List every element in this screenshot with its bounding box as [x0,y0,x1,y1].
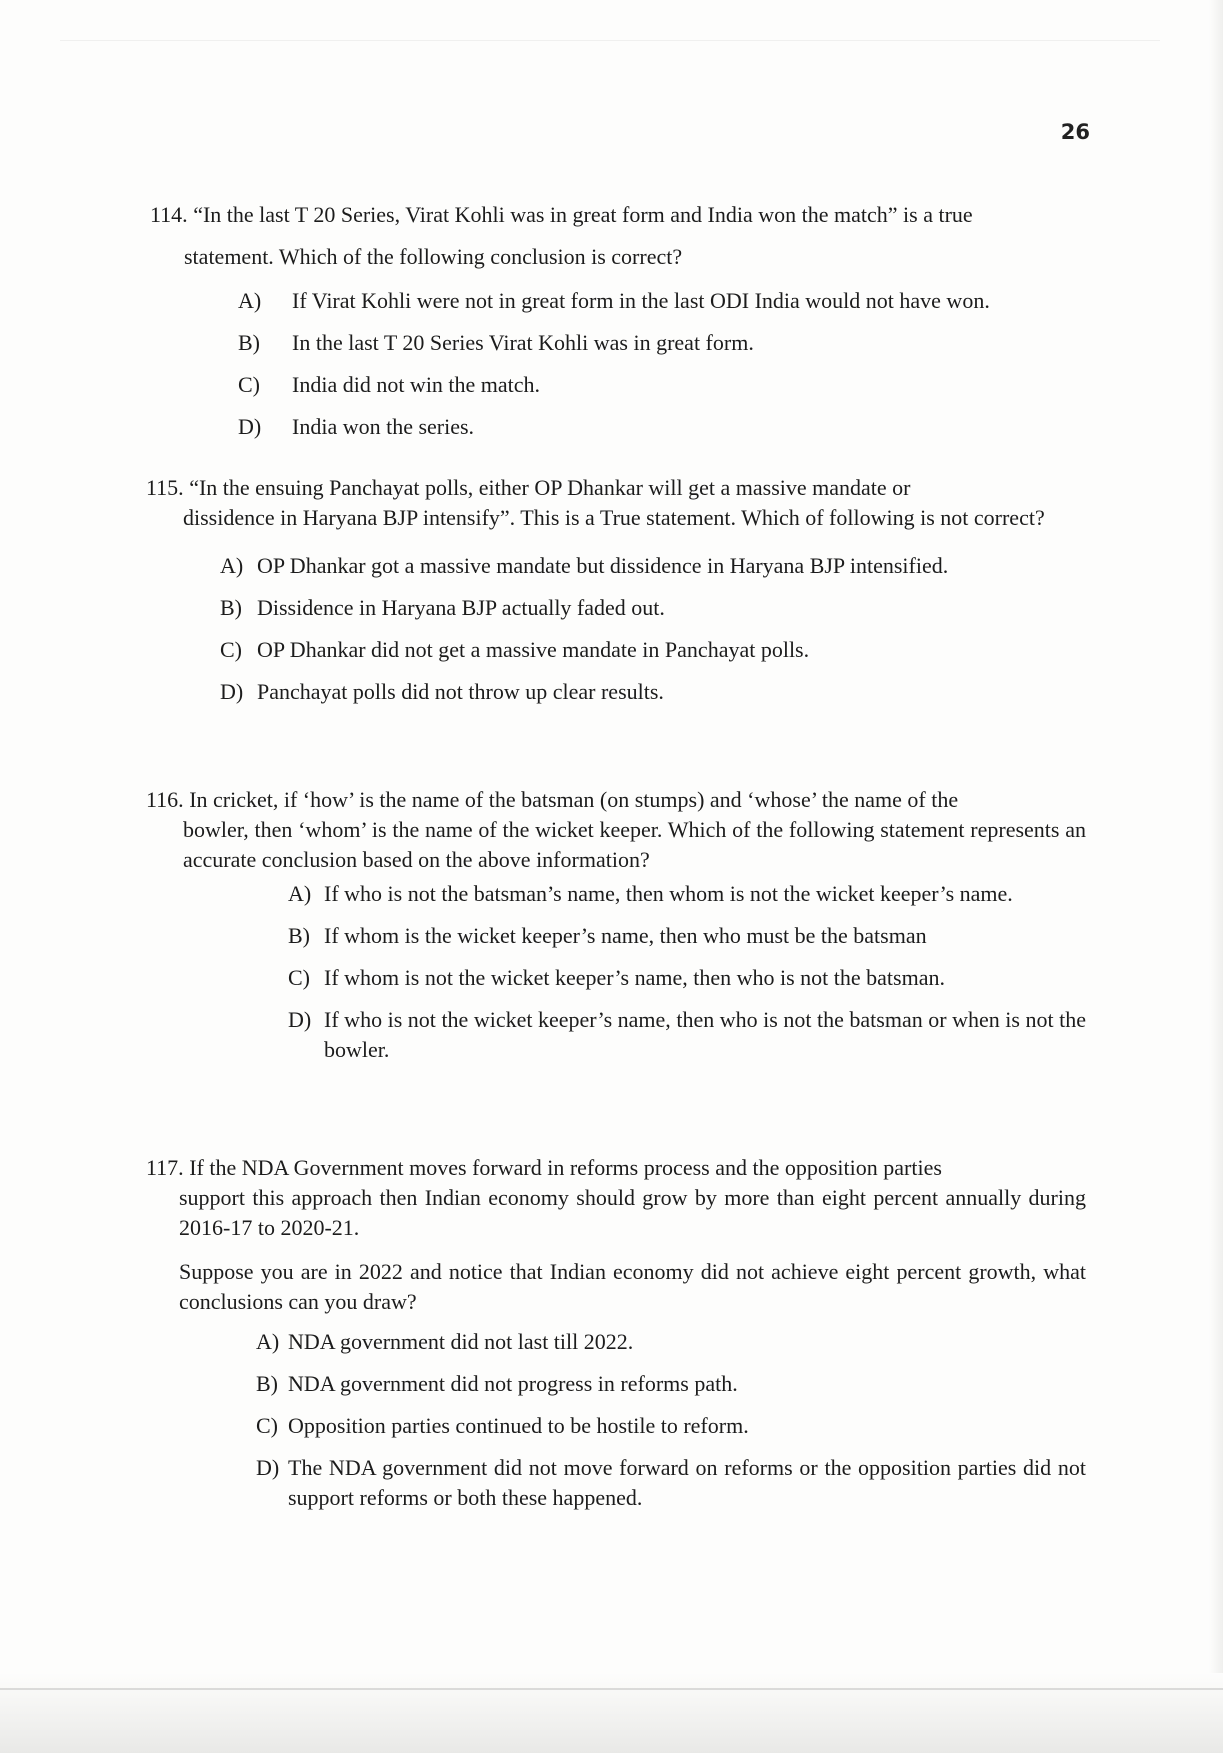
option-list [146,879,1086,1065]
question-number: 115. [146,475,184,500]
option-letter: D) [220,679,244,704]
question-stem-line-2: statement. Which of the following conclusion is correct? [184,244,683,269]
question-stem [146,1153,1086,1243]
option-letter: C) [288,965,310,990]
question-stem-line-1: “In the last T 20 Series, Virat Kohli was in great form and India won the match” is a true [193,202,973,227]
option-a [238,280,1086,322]
option-d [256,1453,1086,1513]
option-a [220,545,1086,587]
option-text: India won the series. [292,414,475,439]
question-stem-line-2: dissidence in Haryana BJP intensify”. This is a True statement. Which of following is not correct? [183,505,1045,530]
option-letter: B) [256,1371,278,1396]
option-list [150,280,1086,448]
option-d [288,1005,1086,1065]
question-number: 117. [146,1155,184,1180]
option-letter: C) [256,1413,278,1438]
option-text: If whom is the wicket keeper’s name, then who must be the batsman [324,923,927,948]
option-c [238,364,1086,406]
option-text: India did not win the match. [292,372,541,397]
page-number: 26 [1060,120,1090,144]
option-letter: C) [238,372,260,397]
option-text: In the last T 20 Series Virat Kohli was in great form. [292,330,754,355]
question-stem-line-2: support this approach then Indian economy should grow by more than eight percent annually during 2016-17 to 2020-21. [179,1185,1086,1240]
option-c [220,629,1086,671]
option-letter: D) [238,414,262,439]
option-text: If whom is not the wicket keeper’s name, then who is not the batsman. [324,965,945,990]
scan-edge-line [0,1688,1223,1690]
option-letter: B) [220,595,242,620]
question-stem [150,194,1086,278]
option-text: Panchayat polls did not throw up clear results. [257,679,664,704]
option-letter: C) [220,637,242,662]
option-text: NDA government did not last till 2022. [288,1329,634,1354]
question-stem [146,785,1086,875]
question-stem-line-1: “In the ensuing Panchayat polls, either OP Dhankar will get a massive mandate or [189,475,911,500]
question-stem-line-1: If the NDA Government moves forward in reforms process and the opposition parties [189,1155,942,1180]
question-paragraph-2: Suppose you are in 2022 and notice that Indian economy did not achieve eight percent growth, what conclusions can you draw? [179,1259,1086,1314]
option-text: If who is not the wicket keeper’s name, then who is not the batsman or when is not the bowler. [324,1007,1086,1062]
option-a [288,879,1086,909]
option-letter: B) [288,923,310,948]
option-b [256,1369,1086,1399]
scan-edge-right [1209,0,1223,1753]
option-letter: A) [256,1329,280,1354]
option-letter: A) [220,553,244,578]
option-text: Dissidence in Haryana BJP actually faded out. [257,595,665,620]
question-number: 114. [150,202,188,227]
option-text: Opposition parties continued to be hostile to reform. [288,1413,749,1438]
question-number: 116. [146,787,184,812]
option-a [256,1327,1086,1357]
option-b [220,587,1086,629]
question-stem [146,473,1086,533]
option-letter: D) [256,1455,280,1480]
option-c [256,1411,1086,1441]
option-b [238,322,1086,364]
option-list [146,545,1086,713]
question-117 [146,1153,1086,1525]
option-text: If Virat Kohli were not in great form in the last ODI India would not have won. [292,288,990,313]
option-text: OP Dhankar got a massive mandate but dissidence in Haryana BJP intensified. [257,553,949,578]
question-stem-line-2: bowler, then ‘whom’ is the name of the wicket keeper. Which of the following statement represents an accurate conclusion based on the above information? [183,817,1086,872]
option-list [146,1327,1086,1513]
scan-edge-top [60,40,1160,41]
option-letter: B) [238,330,260,355]
option-text: NDA government did not progress in reforms path. [288,1371,738,1396]
option-b [288,921,1086,951]
question-stem-line-1: In cricket, if ‘how’ is the name of the batsman (on stumps) and ‘whose’ the name of the [189,787,959,812]
option-letter: D) [288,1007,312,1032]
option-letter: A) [288,881,312,906]
scan-edge-bottom [0,1673,1223,1753]
option-c [288,963,1086,993]
question-114 [150,194,1086,448]
question-115 [146,473,1086,713]
option-text: If who is not the batsman’s name, then whom is not the wicket keeper’s name. [324,881,1013,906]
option-text: OP Dhankar did not get a massive mandate in Panchayat polls. [257,637,810,662]
option-d [238,406,1086,448]
option-letter: A) [238,288,262,313]
option-d [220,671,1086,713]
option-text: The NDA government did not move forward on reforms or the opposition parties did not support reforms or both these happened. [288,1455,1086,1510]
question-116 [146,785,1086,1077]
